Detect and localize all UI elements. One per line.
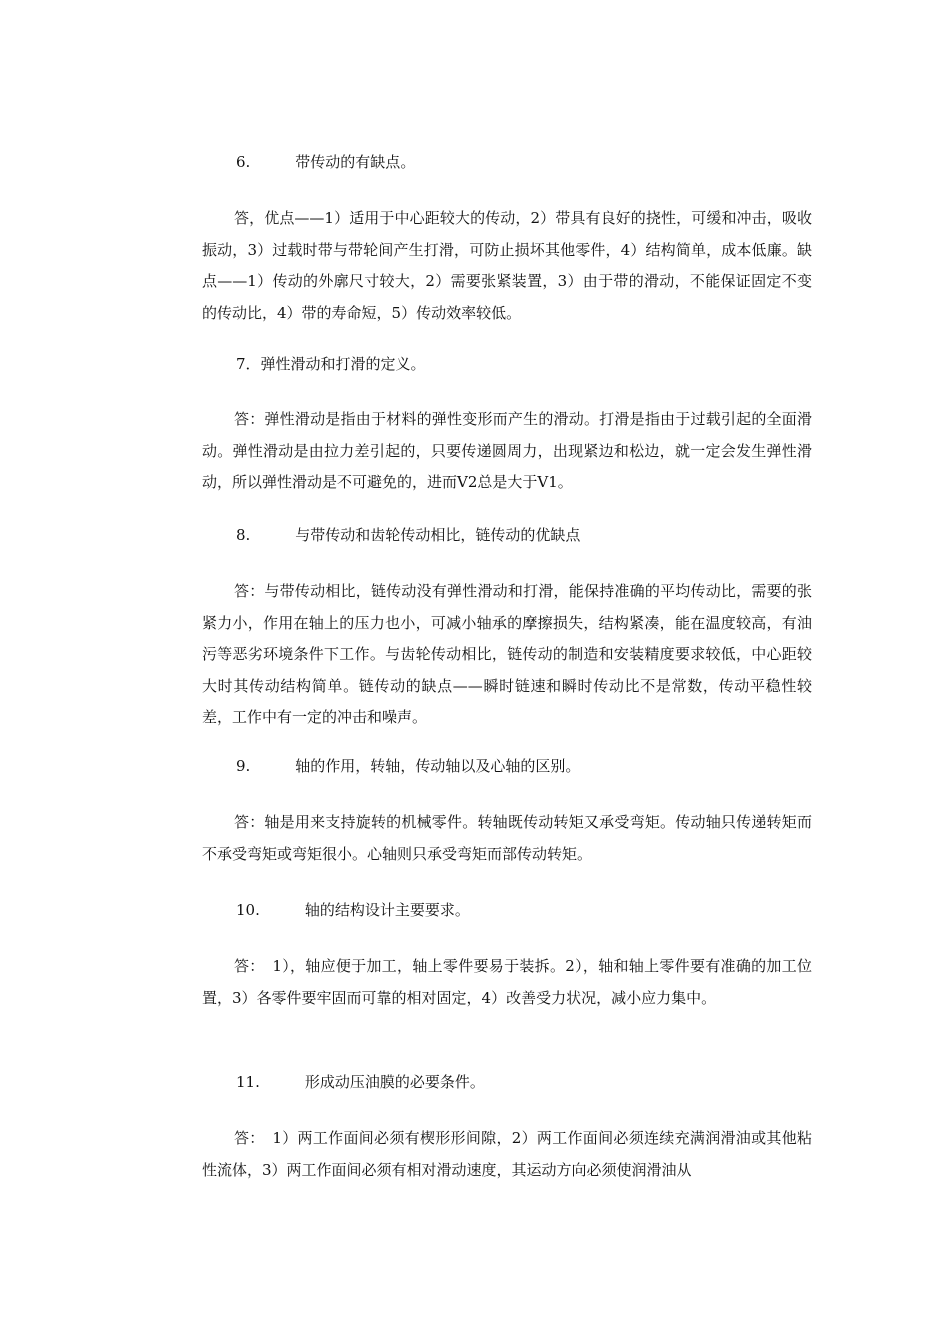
question-10: 10. 轴的结构设计主要要求。 (236, 901, 470, 919)
question-11: 11. 形成动压油膜的必要条件。 (236, 1073, 485, 1091)
question-9: 9. 轴的作用，转轴，传动轴以及心轴的区别。 (236, 757, 581, 775)
answer-6: 答，优点——1）适用于中心距较大的传动，2）带具有良好的挠性，可缓和冲击，吸收振动，3）过载时带与带轮间产生打滑，可防止损坏其他零件，4）结构简单，成本低廉。缺点——1）传动的外廓尺寸较大，2）需要张紧装置，3）由于带的滑动，不能保证固定不变的传动比，4）带的寿命短，5）传动效率较低。 (202, 209, 812, 322)
question-8: 8. 与带传动和齿轮传动相比，链传动的优缺点 (236, 526, 581, 544)
answer-8: 答：与带传动相比，链传动没有弹性滑动和打滑，能保持准确的平均传动比，需要的张紧力小，作用在轴上的压力也小，可减小轴承的摩擦损失，结构紧凑，能在温度较高，有油污等恶劣环境条件下工作。与齿轮传动相比，链传动的制造和安装精度要求较低，中心距较大时其传动结构简单。链传动的缺点——瞬时链速和瞬时传动比不是常数，传动平稳性较差，工作中有一定的冲击和噪声。 (202, 582, 812, 726)
answer-10: 答： 1），轴应便于加工，轴上零件要易于装拆。2），轴和轴上零件要有准确的加工位置，3）各零件要牢固而可靠的相对固定，4）改善受力状况，减小应力集中。 (202, 957, 812, 1007)
answer-9: 答：轴是用来支持旋转的机械零件。转轴既传动转矩又承受弯矩。传动轴只传递转矩而不承受弯矩或弯矩很小。心轴则只承受弯矩而部传动转矩。 (202, 813, 812, 863)
answer-11: 答： 1）两工作面间必须有楔形形间隙，2）两工作面间必须连续充满润滑油或其他粘性流体，3）两工作面间必须有相对滑动速度，其运动方向必须使润滑油从 (202, 1129, 812, 1179)
answer-7: 答：弹性滑动是指由于材料的弹性变形而产生的滑动。打滑是指由于过载引起的全面滑动。弹性滑动是由拉力差引起的，只要传递圆周力，出现紧边和松边，就一定会发生弹性滑动，所以弹性滑动是不可避免的，进而V2总是大于V1。 (202, 410, 812, 491)
question-6: 6. 带传动的有缺点。 (236, 153, 416, 171)
question-7: 7．弹性滑动和打滑的定义。 (236, 355, 426, 373)
